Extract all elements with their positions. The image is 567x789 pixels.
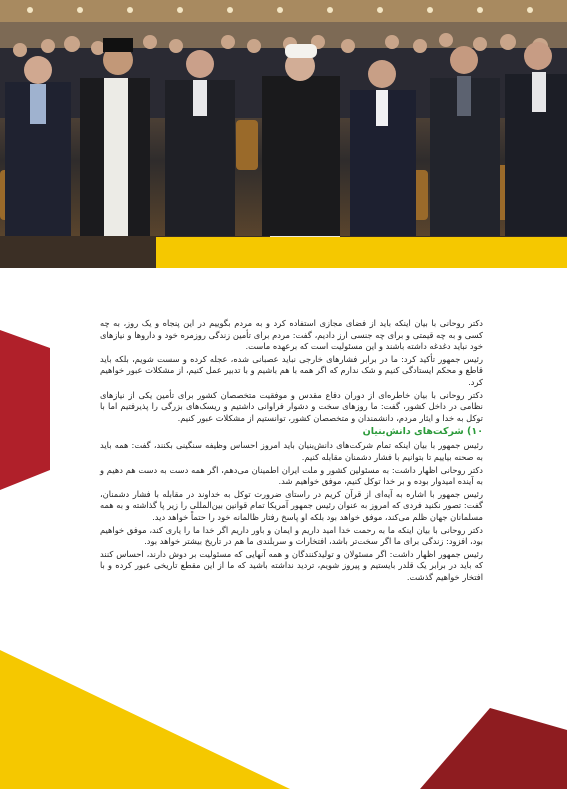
article-paragraph: دکتر روحانی با بیان اینکه باید از فضای مجازی استفاده کرد و به مردم بگوییم در این پنجاه و یک روز، به چه کسی و به چه قیمتی و برای چه جنسی ارز دادیم، گفت: مردم برای تأمین زندگی روزمره خود و داروها و نیازهای خود نباید دغدغه داشته باشند و این مسئولیت است که برعهده ماست. [100, 318, 483, 352]
article-paragraph: رئیس جمهور با اشاره به آیه‌ای از قرآن کریم در راستای ضرورت توکل به خداوند در مقابله با فشار دشمنان، گفت: تصور نکنید فردی که امروز به عنوان رئیس جمهور آمریکا تمام قوانین بین‌المللی را زیر پا گذاشته و به همه مسلمانان جهان ظلم می‌کند، موفق خواهد بود بلکه او پاسخ رفتار ظالمانه خود را حتماً خواهد دید. [100, 488, 483, 522]
article-paragraph: دکتر روحانی با بیان اینکه ما به رحمت خدا امید داریم و ایمان و باور داریم اگر خدا ما را یاری کند، موفق خواهیم بود، افزود: زندگی برای ما اگر سخت‌تر باشد، افتخارات و سربلندی ما هم در تاریخ بیشتر خواهد بود. [100, 524, 483, 547]
article-paragraph: دکتر روحانی اظهار داشت: به مسئولین کشور و ملت ایران اطمینان می‌دهم، اگر همه دست به دست هم دهیم و به آینده امیدوار بوده و بر خدا توکل کنیم، موفق خواهیم شد. [100, 464, 483, 487]
red-decorative-shape [0, 330, 50, 490]
article-paragraph: رئیس جمهور اظهار داشت: اگر مسئولان و تولیدکنندگان و همه آنهایی که مسئولیت بر دوش دارند، احساس کنند که باید در برابر یک قلدر بایستیم و پیروز شویم، تردید نداشته باشید که ما از این مقطع تاریخی عبور کرده و با افتخار خواهیم گذشت. [100, 548, 483, 582]
article-paragraph: دکتر روحانی با بیان خاطره‌ای از دوران دفاع مقدس و موفقیت متخصصان کشور برای تأمین یکی از نیازهای نظامی در داخل کشور، گفت: ما روزهای سخت و دشوار فراوانی داشتیم و ریسک‌های بزرگی را پذیرفتیم اما با توکل به خدا و ایثار مردم، دانشمندان و متخصصان کشور، توانستیم از مشکلات عبور کنیم. [100, 389, 483, 423]
article-paragraph: رئیس جمهور تأکید کرد: ما در برابر فشارهای خارجی نباید عصبانی شده، عجله کرده و سست شویم، بلکه باید قاطع و محکم ایستادگی کنیم و شک ندارم که اگر همه با هم باشیم و با تدبیر عمل کنیم، از مشکلات عبور خواهیم کرد. [100, 353, 483, 387]
header-photo [0, 0, 567, 268]
yellow-decorative-shape [0, 650, 290, 789]
article-paragraph: رئیس جمهور با بیان اینکه تمام شرکت‌های دانش‌بنیان باید امروز احساس وظیفه سنگینی بکنند، گفت: همه باید به صحنه بیاییم تا بتوانیم با فشار دشمنان مقابله کنیم. [100, 440, 483, 462]
section-heading: ۱۰) شرکت‌های دانش‌بنیان [362, 426, 483, 438]
red-decorative-shape-bottom [400, 700, 567, 789]
ceremony-photo-icon [0, 0, 567, 268]
yellow-accent-bar [156, 237, 567, 268]
article-body [100, 318, 483, 584]
